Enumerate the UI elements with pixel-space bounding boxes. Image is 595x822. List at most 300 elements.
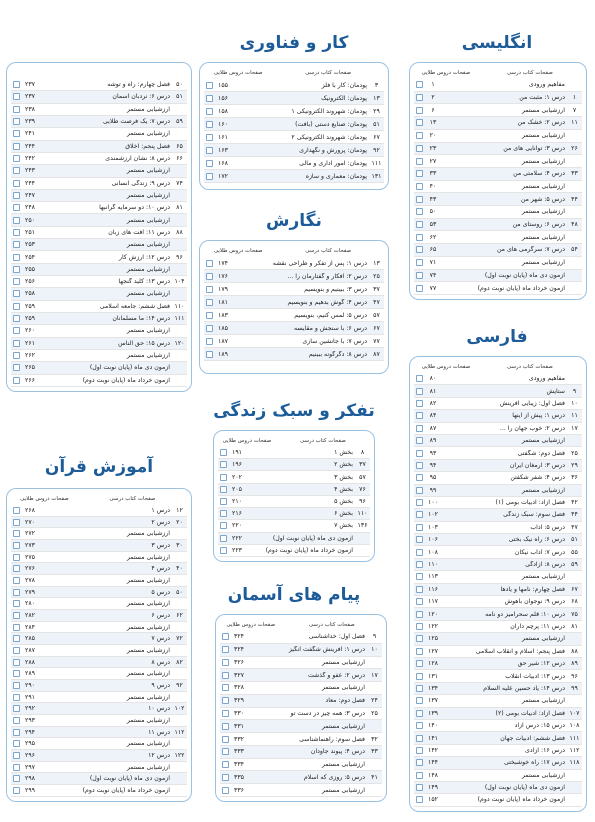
checkbox-icon[interactable]: [416, 598, 423, 605]
table-row[interactable]: [414, 104, 582, 117]
checkbox-icon[interactable]: [13, 659, 20, 666]
table-row[interactable]: [220, 759, 382, 772]
table-row[interactable]: [11, 703, 187, 715]
table-row[interactable]: [204, 105, 384, 118]
gold-page-number: ۱۰۰: [428, 499, 438, 507]
checkbox-icon[interactable]: [416, 221, 423, 228]
table-row[interactable]: [414, 596, 582, 608]
table-row[interactable]: [414, 385, 582, 397]
checkbox-icon[interactable]: [416, 586, 423, 593]
checkbox-icon[interactable]: [13, 229, 20, 236]
table-row[interactable]: [414, 621, 582, 633]
checkbox-icon[interactable]: [220, 510, 227, 517]
checkbox-icon[interactable]: [13, 364, 20, 371]
table-row[interactable]: [218, 545, 370, 557]
table-row[interactable]: [414, 79, 582, 92]
checkbox-icon[interactable]: [220, 486, 227, 493]
table-row[interactable]: [11, 563, 187, 575]
checkbox-icon[interactable]: [416, 119, 423, 126]
checkbox-icon[interactable]: [13, 647, 20, 654]
table-row[interactable]: [220, 631, 382, 644]
table-row[interactable]: [204, 257, 384, 270]
checkbox-icon[interactable]: [13, 241, 20, 248]
lesson-title: درس ۵: روزی که اسلام: [303, 773, 365, 781]
table-row[interactable]: [414, 770, 582, 782]
checkbox-icon[interactable]: [416, 375, 423, 382]
checkbox-icon[interactable]: [416, 549, 423, 556]
checkbox-icon[interactable]: [13, 519, 20, 526]
table-row[interactable]: [220, 644, 382, 657]
table-row[interactable]: [11, 727, 187, 739]
checkbox-icon[interactable]: [206, 312, 213, 319]
checkbox-icon[interactable]: [13, 542, 20, 549]
checkbox-icon[interactable]: [416, 648, 423, 655]
lesson-title: آزمون دی ماه (پایان نوبت اول): [484, 784, 565, 792]
table-row[interactable]: [220, 720, 382, 733]
checkbox-icon[interactable]: [13, 705, 20, 712]
table-row[interactable]: [11, 153, 187, 165]
checkbox-icon[interactable]: [13, 589, 20, 596]
table-row[interactable]: [218, 447, 370, 459]
checkbox-icon[interactable]: [222, 761, 229, 768]
table-row[interactable]: [414, 435, 582, 447]
table-row[interactable]: [414, 398, 582, 410]
table-row[interactable]: [414, 670, 582, 682]
checkbox-icon[interactable]: [13, 670, 20, 677]
table-row[interactable]: [204, 322, 384, 335]
table-row[interactable]: [414, 571, 582, 583]
table-row[interactable]: [11, 141, 187, 153]
table-row[interactable]: [11, 288, 187, 300]
checkbox-icon[interactable]: [416, 400, 423, 407]
table-row[interactable]: [414, 745, 582, 757]
checkbox-icon[interactable]: [416, 536, 423, 543]
checkbox-icon[interactable]: [13, 507, 20, 514]
checkbox-icon[interactable]: [13, 93, 20, 100]
table-row[interactable]: [204, 157, 384, 170]
checkbox-icon[interactable]: [13, 303, 20, 310]
table-row[interactable]: [220, 784, 382, 797]
checkbox-icon[interactable]: [206, 273, 213, 280]
table-row[interactable]: [414, 410, 582, 422]
table-row[interactable]: [204, 270, 384, 283]
table-row[interactable]: [414, 633, 582, 645]
table-row[interactable]: [11, 587, 187, 599]
table-row[interactable]: [414, 794, 582, 806]
lesson-title: درس ۹: زندگی انسانی: [111, 179, 170, 187]
table-row[interactable]: [414, 193, 582, 206]
table-row[interactable]: [414, 608, 582, 620]
checkbox-icon[interactable]: [206, 325, 213, 332]
checkbox-icon[interactable]: [416, 710, 423, 717]
table-row[interactable]: [11, 178, 187, 190]
checkbox-icon[interactable]: [416, 623, 423, 630]
table-row[interactable]: [414, 559, 582, 571]
checkbox-icon[interactable]: [13, 266, 20, 273]
checkbox-icon[interactable]: [416, 635, 423, 642]
table-row[interactable]: [414, 181, 582, 194]
checkbox-icon[interactable]: [13, 612, 20, 619]
lesson-title: پودمان: صنایع دستی (بافت): [295, 120, 367, 128]
table-row[interactable]: [204, 170, 384, 183]
checkbox-icon[interactable]: [222, 697, 229, 704]
lesson-title: درس ۸: آزادگی: [525, 561, 565, 569]
table-row[interactable]: [11, 622, 187, 634]
table-row[interactable]: [11, 645, 187, 657]
checkbox-icon[interactable]: [206, 95, 213, 102]
gold-page-number: ۲۹۹: [25, 786, 35, 794]
checkbox-icon[interactable]: [416, 132, 423, 139]
table-row[interactable]: [11, 773, 187, 785]
checkbox-icon[interactable]: [206, 173, 213, 180]
checkbox-icon[interactable]: [416, 81, 423, 88]
table-row[interactable]: [11, 528, 187, 540]
table-row[interactable]: [204, 118, 384, 131]
book-page-number: ۳۶: [571, 474, 578, 482]
checkbox-icon[interactable]: [206, 260, 213, 267]
table-row[interactable]: [218, 520, 370, 532]
table-row[interactable]: [414, 646, 582, 658]
checkbox-icon[interactable]: [13, 694, 20, 701]
checkbox-icon[interactable]: [13, 554, 20, 561]
checkbox-icon[interactable]: [222, 748, 229, 755]
lesson-title: ارزشیابی مستمر: [126, 241, 170, 249]
table-row[interactable]: [204, 335, 384, 348]
table-row[interactable]: [11, 785, 187, 797]
checkbox-icon[interactable]: [416, 412, 423, 419]
lesson-title: ارزشیابی مستمر: [126, 553, 170, 561]
checkbox-icon[interactable]: [416, 450, 423, 457]
table-row[interactable]: [11, 575, 187, 587]
checkbox-icon[interactable]: [416, 425, 423, 432]
table-row[interactable]: [220, 708, 382, 721]
checkbox-icon[interactable]: [13, 775, 20, 782]
checkbox-icon[interactable]: [416, 272, 423, 279]
table-row[interactable]: [11, 79, 187, 91]
table-row[interactable]: [11, 540, 187, 552]
table-row[interactable]: [414, 683, 582, 695]
table-row[interactable]: [11, 264, 187, 276]
checkbox-icon[interactable]: [416, 660, 423, 667]
checkbox-icon[interactable]: [13, 290, 20, 297]
checkbox-icon[interactable]: [206, 299, 213, 306]
table-row[interactable]: [414, 168, 582, 181]
checkbox-icon[interactable]: [222, 684, 229, 691]
checkbox-icon[interactable]: [13, 682, 20, 689]
table-row[interactable]: [414, 658, 582, 670]
checkbox-icon[interactable]: [206, 351, 213, 358]
checkbox-icon[interactable]: [13, 600, 20, 607]
checkbox-icon[interactable]: [416, 772, 423, 779]
table-row[interactable]: [11, 375, 187, 387]
table-row[interactable]: [414, 546, 582, 558]
checkbox-icon[interactable]: [206, 121, 213, 128]
table-row[interactable]: [11, 598, 187, 610]
table-row[interactable]: [204, 283, 384, 296]
table-row[interactable]: [414, 708, 582, 720]
table-row[interactable]: [220, 669, 382, 682]
lesson-title: درس ۷: با جانشین سازی: [302, 337, 367, 345]
table-row[interactable]: [414, 423, 582, 435]
checkbox-icon[interactable]: [13, 204, 20, 211]
checkbox-icon[interactable]: [13, 254, 20, 261]
table-row[interactable]: [11, 692, 187, 704]
checkbox-icon[interactable]: [13, 764, 20, 771]
checkbox-icon[interactable]: [416, 462, 423, 469]
checkbox-icon[interactable]: [13, 352, 20, 359]
table-row[interactable]: [414, 130, 582, 143]
checkbox-icon[interactable]: [416, 722, 423, 729]
checkbox-icon[interactable]: [206, 82, 213, 89]
lesson-title: درس ۶: با سنجش و مقایسه: [294, 324, 367, 332]
checkbox-icon[interactable]: [13, 565, 20, 572]
checkbox-icon[interactable]: [13, 340, 20, 347]
table-row[interactable]: [204, 144, 384, 157]
checkbox-icon[interactable]: [416, 673, 423, 680]
book-page-number: ۱۱۸: [569, 759, 580, 767]
checkbox-icon[interactable]: [416, 573, 423, 580]
checkbox-icon[interactable]: [416, 747, 423, 754]
checkbox-icon[interactable]: [206, 134, 213, 141]
checkbox-icon[interactable]: [13, 192, 20, 199]
table-row[interactable]: [11, 362, 187, 374]
table-row[interactable]: [414, 206, 582, 219]
table-row[interactable]: [414, 509, 582, 521]
table-row[interactable]: [11, 251, 187, 263]
checkbox-icon[interactable]: [206, 338, 213, 345]
checkbox-icon[interactable]: [416, 611, 423, 618]
table-row[interactable]: [11, 325, 187, 337]
checkbox-icon[interactable]: [13, 81, 20, 88]
checkbox-icon[interactable]: [206, 147, 213, 154]
lesson-title: درس ۸: دگرگونه ببینیم: [308, 350, 367, 358]
table-row[interactable]: [414, 497, 582, 509]
table-row[interactable]: [11, 338, 187, 350]
table-row[interactable]: [11, 91, 187, 103]
table-row[interactable]: [11, 610, 187, 622]
book-page-number: ۱۲: [176, 506, 183, 514]
checkbox-icon[interactable]: [222, 774, 229, 781]
table-row[interactable]: [11, 680, 187, 692]
checkbox-icon[interactable]: [13, 130, 20, 137]
table-row[interactable]: [11, 715, 187, 727]
checkbox-icon[interactable]: [416, 107, 423, 114]
checkbox-icon[interactable]: [416, 784, 423, 791]
table-row[interactable]: [11, 552, 187, 564]
table-row[interactable]: [414, 219, 582, 232]
checkbox-icon[interactable]: [13, 106, 20, 113]
table-row[interactable]: [204, 131, 384, 144]
checkbox-icon[interactable]: [206, 108, 213, 115]
table-row[interactable]: [11, 738, 187, 750]
table-row[interactable]: [220, 733, 382, 746]
table-row[interactable]: [11, 202, 187, 214]
table-row[interactable]: [11, 190, 187, 202]
checkbox-icon[interactable]: [220, 498, 227, 505]
table-row[interactable]: [414, 447, 582, 459]
checkbox-icon[interactable]: [416, 685, 423, 692]
checkbox-icon[interactable]: [13, 530, 20, 537]
table-row[interactable]: [414, 732, 582, 744]
checkbox-icon[interactable]: [13, 118, 20, 125]
table-row[interactable]: [414, 472, 582, 484]
checkbox-icon[interactable]: [222, 736, 229, 743]
checkbox-icon[interactable]: [416, 511, 423, 518]
checkbox-icon[interactable]: [222, 710, 229, 717]
checkbox-icon[interactable]: [416, 499, 423, 506]
table-row[interactable]: [220, 771, 382, 784]
checkbox-icon[interactable]: [416, 196, 423, 203]
checkbox-icon[interactable]: [416, 208, 423, 215]
table-row[interactable]: [414, 522, 582, 534]
table-row[interactable]: [218, 459, 370, 471]
table-row[interactable]: [204, 296, 384, 309]
table-row[interactable]: [11, 633, 187, 645]
table-row[interactable]: [204, 309, 384, 322]
checkbox-icon[interactable]: [13, 717, 20, 724]
table-row[interactable]: [414, 534, 582, 546]
checkbox-icon[interactable]: [220, 449, 227, 456]
checkbox-icon[interactable]: [13, 155, 20, 162]
table-row[interactable]: [414, 373, 582, 385]
checkbox-icon[interactable]: [416, 234, 423, 241]
checkbox-icon[interactable]: [220, 461, 227, 468]
table-row[interactable]: [11, 276, 187, 288]
table-row[interactable]: [414, 782, 582, 794]
table-row[interactable]: [414, 270, 582, 283]
checkbox-icon[interactable]: [13, 635, 20, 642]
checkbox-icon[interactable]: [416, 246, 423, 253]
gold-page-number: ۱۳۴: [428, 684, 438, 692]
checkbox-icon[interactable]: [222, 787, 229, 794]
checkbox-icon[interactable]: [13, 577, 20, 584]
table-row[interactable]: [414, 460, 582, 472]
checkbox-icon[interactable]: [416, 697, 423, 704]
book-page-number: ۸۱: [176, 204, 183, 212]
table-row[interactable]: [11, 762, 187, 774]
table-row[interactable]: [414, 257, 582, 270]
checkbox-icon[interactable]: [13, 315, 20, 322]
checkbox-icon[interactable]: [220, 522, 227, 529]
table-row[interactable]: [11, 227, 187, 239]
table-row[interactable]: [204, 348, 384, 361]
table-row[interactable]: [414, 231, 582, 244]
checkbox-icon[interactable]: [416, 183, 423, 190]
table-row[interactable]: [11, 517, 187, 529]
table-row[interactable]: [414, 757, 582, 769]
table-row[interactable]: [414, 117, 582, 130]
table-row[interactable]: [218, 471, 370, 483]
table-row[interactable]: [220, 695, 382, 708]
table-row[interactable]: [204, 92, 384, 105]
checkbox-icon[interactable]: [13, 787, 20, 794]
checkbox-icon[interactable]: [13, 729, 20, 736]
table-row[interactable]: [218, 484, 370, 496]
book-page-number: ۷۴: [176, 179, 183, 187]
checkbox-icon[interactable]: [416, 759, 423, 766]
checkbox-icon[interactable]: [13, 327, 20, 334]
checkbox-icon[interactable]: [220, 474, 227, 481]
table-row[interactable]: [11, 313, 187, 325]
checkbox-icon[interactable]: [13, 180, 20, 187]
checkbox-icon[interactable]: [13, 278, 20, 285]
gold-page-number: ۱۲۰: [428, 610, 438, 618]
table-row[interactable]: [220, 657, 382, 670]
checkbox-icon[interactable]: [416, 259, 423, 266]
table-row[interactable]: [11, 750, 187, 762]
checkbox-icon[interactable]: [416, 474, 423, 481]
checkbox-icon[interactable]: [206, 160, 213, 167]
table-row[interactable]: [11, 128, 187, 140]
checkbox-icon[interactable]: [13, 740, 20, 747]
checkbox-icon[interactable]: [416, 145, 423, 152]
table-row[interactable]: [11, 239, 187, 251]
header-book-pages: صفحات کتاب درسی: [299, 438, 346, 444]
checkbox-icon[interactable]: [416, 388, 423, 395]
table-row[interactable]: [218, 508, 370, 520]
table-row[interactable]: [218, 533, 370, 545]
checkbox-icon[interactable]: [13, 217, 20, 224]
table-row[interactable]: [220, 746, 382, 759]
checkbox-icon[interactable]: [222, 723, 229, 730]
table-row[interactable]: [11, 301, 187, 313]
checkbox-icon[interactable]: [416, 735, 423, 742]
table-row[interactable]: [414, 720, 582, 732]
checkbox-icon[interactable]: [416, 487, 423, 494]
table-row[interactable]: [414, 155, 582, 168]
table-row[interactable]: [204, 79, 384, 92]
checkbox-icon[interactable]: [222, 633, 229, 640]
table-row[interactable]: [220, 682, 382, 695]
checkbox-icon[interactable]: [416, 796, 423, 803]
table-row[interactable]: [11, 116, 187, 128]
checkbox-icon[interactable]: [13, 752, 20, 759]
checkbox-icon[interactable]: [416, 437, 423, 444]
table-row[interactable]: [11, 214, 187, 226]
checkbox-icon[interactable]: [416, 285, 423, 292]
checkbox-icon[interactable]: [416, 94, 423, 101]
checkbox-icon[interactable]: [13, 143, 20, 150]
checkbox-icon[interactable]: [416, 158, 423, 165]
checkbox-icon[interactable]: [416, 524, 423, 531]
checkbox-icon[interactable]: [13, 167, 20, 174]
table-row[interactable]: [414, 92, 582, 105]
table-row[interactable]: [11, 668, 187, 680]
table-row[interactable]: [11, 350, 187, 362]
table-row[interactable]: [11, 657, 187, 669]
checkbox-icon[interactable]: [416, 561, 423, 568]
checkbox-icon[interactable]: [416, 170, 423, 177]
checkbox-icon[interactable]: [13, 624, 20, 631]
checkbox-icon[interactable]: [206, 286, 213, 293]
table-row[interactable]: [11, 505, 187, 517]
table-row[interactable]: [414, 244, 582, 257]
checkbox-icon[interactable]: [222, 672, 229, 679]
checkbox-icon[interactable]: [13, 377, 20, 384]
table-row[interactable]: [414, 695, 582, 707]
checkbox-icon[interactable]: [220, 535, 227, 542]
table-row[interactable]: [414, 282, 582, 295]
table-row[interactable]: [414, 143, 582, 156]
checkbox-icon[interactable]: [222, 659, 229, 666]
checkbox-icon[interactable]: [222, 646, 229, 653]
table-row[interactable]: [11, 165, 187, 177]
table-row[interactable]: [414, 584, 582, 596]
table-row[interactable]: [414, 485, 582, 497]
table-row[interactable]: [11, 104, 187, 116]
table-row[interactable]: [218, 496, 370, 508]
checkbox-icon[interactable]: [220, 547, 227, 554]
